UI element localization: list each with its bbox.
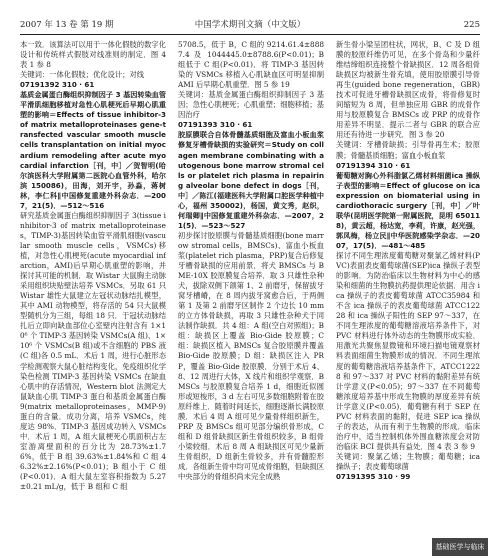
entry-code: 07191395 310 · 99 [336,472,411,482]
abstract-body: 探讨不同生理浓度葡萄糖对聚氯乙烯材料(PVC)表面表皮葡萄球菌(SEP)ica 操纵子表型的影响．为防治临床以生物材料为中心的感染和细菌的生物膜抗药提供理论依据．用含 ica 操纵子的表皮葡萄球菌 ATCC35984 和不含 ica 操纵子的表皮葡萄球菌 ATCC12228 和 ica 操纵子阳性的 SEP 97～337，在不同生理浓度的葡萄糖溶液培养条件下，对 PVC 材料进行体外动态的生物膜形成实验．用激光共聚焦显微镜和环境扫描电镜观察材料表面细菌生物膜形成的情况．不同生理浓度的葡萄糖溶液培养基条件下，ATCC12228 和 97～337 对 PVC 材料的黏附差异有统计学意义(P<0.05)；97～337 在不同葡萄糖浓度培养基中形成生物膜的厚度差异有统计学意义(P<0.05)．葡萄糖有利于 SEP 在 PVC 材料表面的黏附，促进 SEP ica 操纵子的表达，从而有利于生物膜的形成．临床治疗中，适当控制机体外围血糖浓度会对防治临床 BCI 提供具有益处．图 4 表 3 参 9 [336,250,480,451]
keywords-line: 关键词：基质金属蛋白酶组织抑制因子 3 基因；急性心肌梗死；心肌重塑；细胞移植；基因治疗 [178,90,324,120]
header-rule [20,34,480,35]
keywords-line: 关键词：一体化假肢；优化设计；对线 [20,70,145,80]
abstract-tail: 5708.5，低于 B，C 组的 9214.61.4±8887.4 及 1044445.0±8788.6(P<0.01)；B 组低于 C 组(P<0.01)．将 TIMP-3 基因转染的 VSMCs 移植入心肌缺血区可明显抑制 AMI 后早期心肌重塑．图 5 参 19 [178,40,324,90]
text-column-right [336,40,480,556]
keywords-line: 关键词：聚氯乙烯；生物膜；葡萄糖；ica 操纵子；表皮葡萄球菌 [336,451,480,471]
text-column-left [20,40,166,556]
keywords-line: 关键词：牙槽骨缺损；引导骨再生术；胶原膜；骨髓基质细胞；富血小板血浆 [336,140,480,160]
header-journal-title: 中国学术期刊文摘（中文版） [194,20,306,30]
entry-code: 07191394 310 · 61 [336,160,411,170]
running-header [20,18,480,32]
header-issue: 2007 年 13 卷 第 19 期 [20,20,114,30]
article-title: 胶原膜联合自体骨髓基质细胞及富血小板血浆修复牙槽骨缺损的实验研究＝Study on collagen membrane combinating with autogenous bone marrow stromal cells or platelet rich plasma in repairing alveolar bone defect in dogs［刊，中］／陈江(福建医科大学附属口腔医学种植中心，福州 350002)，杨国，黄文秀，赵织，何瑞卿∥中国修复重建外科杂志．—2007，21(5)．—523～527 [178,130,324,230]
abstract-body: 初步探讨胶原膜与骨髓基质细胞(bone marrow stromal cells，BMSCs)、富血小板血浆(platelet rich plasma，PRP)复合后修复牙槽骨缺损的应用前景．将犬 BMSCs 与 BME-10X 胶原膜复合培养．取 3 只雄性杂种犬，拔除双侧下颌第 1、2 前磨牙，保留拔牙窝牙槽嵴，在 8 周内拔牙窝愈合后，于两侧第 1 及第 2 前磨牙区制作 2 个边长 10 mm 的立方体骨缺损，再取 3 只雄性杂种犬于同法制作缺损．共 4 组：A 组(空白对照组)；B 组：缺损区上覆盖 Bio-Gide 胶原膜；C 组：缺损区植入 BMSCs 复合胶原膜并覆盖 Bio-Gide 胶原膜；D 组：缺损区注入 PRP，覆盖 Bio-Gide 胶原膜．分别于术后 4、8、12 周进行大体，X 线片和组织学观察．BMSCs 与胶原膜复合培养 1 d，细胞近似圆形或短梭形，3 d 左右可见多数细胞附着在胶原纤维上．随着时间延长，细胞逐渐长满胶原膜．术后 4 周 A 组可见少量骨样组织新生，PRP 及 BMSCs 组可见部分编织骨形成，C 组和 D 组骨缺损区新生骨组织较多，B 组骨小梁较细．术后 8 周 A 组缺损区可见少量新生骨组织，D 组新生骨较多，并有骨髓腔形成．各组新生骨中均可见成骨细胞，但缺损区中央部分的骨组织尚未完全成熟 [178,230,324,482]
text-column-middle [178,40,324,556]
section-tab: 基础医学与临床 [432,538,488,556]
article-title: 葡萄糖对胸心外科脂氯乙烯材料细菌ica 操纵子表型的影响＝Effect of glucose on ica expression on biomaterial using in cardiothoracic surgery［刊，中］／叶联华(昆明医学院第一附属医院，昆明 650118)，黄云超，杨达宽，李莉，许康，赵光强，郭凤梅，杨立民∥中华医院感染学杂志．—2007，17(5)．—481～485 [336,170,480,250]
entry-code: 07191392 310 · 61 [20,80,95,90]
abstract-tail: 本一致．该算法可以用于一体化假肢的数字化设计和传统样式假肢对线准则的制定．图 4 表 1 参 8 [20,40,166,70]
abstract-tail: 新生骨小梁呈团柱状，网状，B、C 及 D 组膜的胶原纤维仍可见，在多个骨岛和少量纤维结缔组织连接整个骨缺损区．12 周各组骨缺损区均被新生骨充填，使用胶原膜引导骨再生(guided bone regeneration，GBR)技术可促进牙槽骨缺损区成骨，将骨修复时间缩短为 8 周，但单独应用 GBR 的成骨作用与胶原膜复合 BMSCs 或 PRP 的成骨作用差异不明显．提示二者与 GBR 的联合应用还有待进一步研究．图 3 参 20 [336,40,480,140]
header-page-number: 225 [463,20,480,30]
abstract-body: 研究基质金属蛋白酶组织抑制因子 3(tissue inhibitor-3 of matrix metalloproteinases，TIMP-3)基因转染血管平滑肌细胞(vascular smooth muscle cells，VSMCs)移植，对急性心肌梗死(acute myocardial infarction，AMI)后早期心肌重塑的影响，并探讨其可能的机制．取 Wistar 大鼠胸主动脉采用组织块贴壁法培养 VSMCs．另取 61 只 Wistar 雄性大鼠建立左冠状动脉结扎模型，其中 AMI 动物模型，将存活的 54 只大鼠模型随机分为三组，每组 18 只．于冠状动脉结扎后立即向缺血部位心室壁内注射含有 1×10⁶ 个 TIMP-3 基因转染 VSMCs(A 组)、1×10⁶ 个 VSMCs(B 组)或不含细胞的 PBS 液(C 组)各 0.5 mL．术后 1 周，进行心脏形态学检测观察大鼠心脏结构变化，免疫组织化学染色检测 TIMP-3 基因转染 VSMCs 在缺血心肌中的存活情况，Western blot 法测定大鼠缺血心肌 TIMP-3 蛋白和基质金属蛋白酶 9(matrix metalloproteinases，MMP-9)蛋白的含量．成功分离，培养 VSMCs，纯度达 98%．TIMP-3 基因成功转入 VSMCs 中．术后 1 周，A 组大鼠梗死心肌面积占左室游离壁面积的百分比为 28.73%±1.76%，低于 B 组 39.63%±1.84%和 C 组 46.32%±2.16%(P<0.01)；B 组小于 C 组(P<0.01)．A 组大鼠左室容积指数为 5.27±0.21 mL/g，低于 B 组和 C 组 [20,210,166,492]
article-title: 基质金属蛋白酶组织抑制因子 3 基因转染血管平滑肌细胞移植对急性心肌梗死后早期心肌重塑的影响＝Effects of tissue inhibitor-3 of matrix metalloproteinases gene-transfected vascular smooth muscle cells transplantation on initial myocardium remodeling after acute myocardial infarction［刊，中］／贺智明(哈尔滨医科大学附属第二医院心血管外科，哈尔滨 150086)，田海，刘开宇，孙淼，蒋树林，李仁科∥中国修复重建外科杂志．—2007，21(5)．—512～516 [20,90,166,210]
entry-code: 07191393 310 · 61 [178,120,253,130]
